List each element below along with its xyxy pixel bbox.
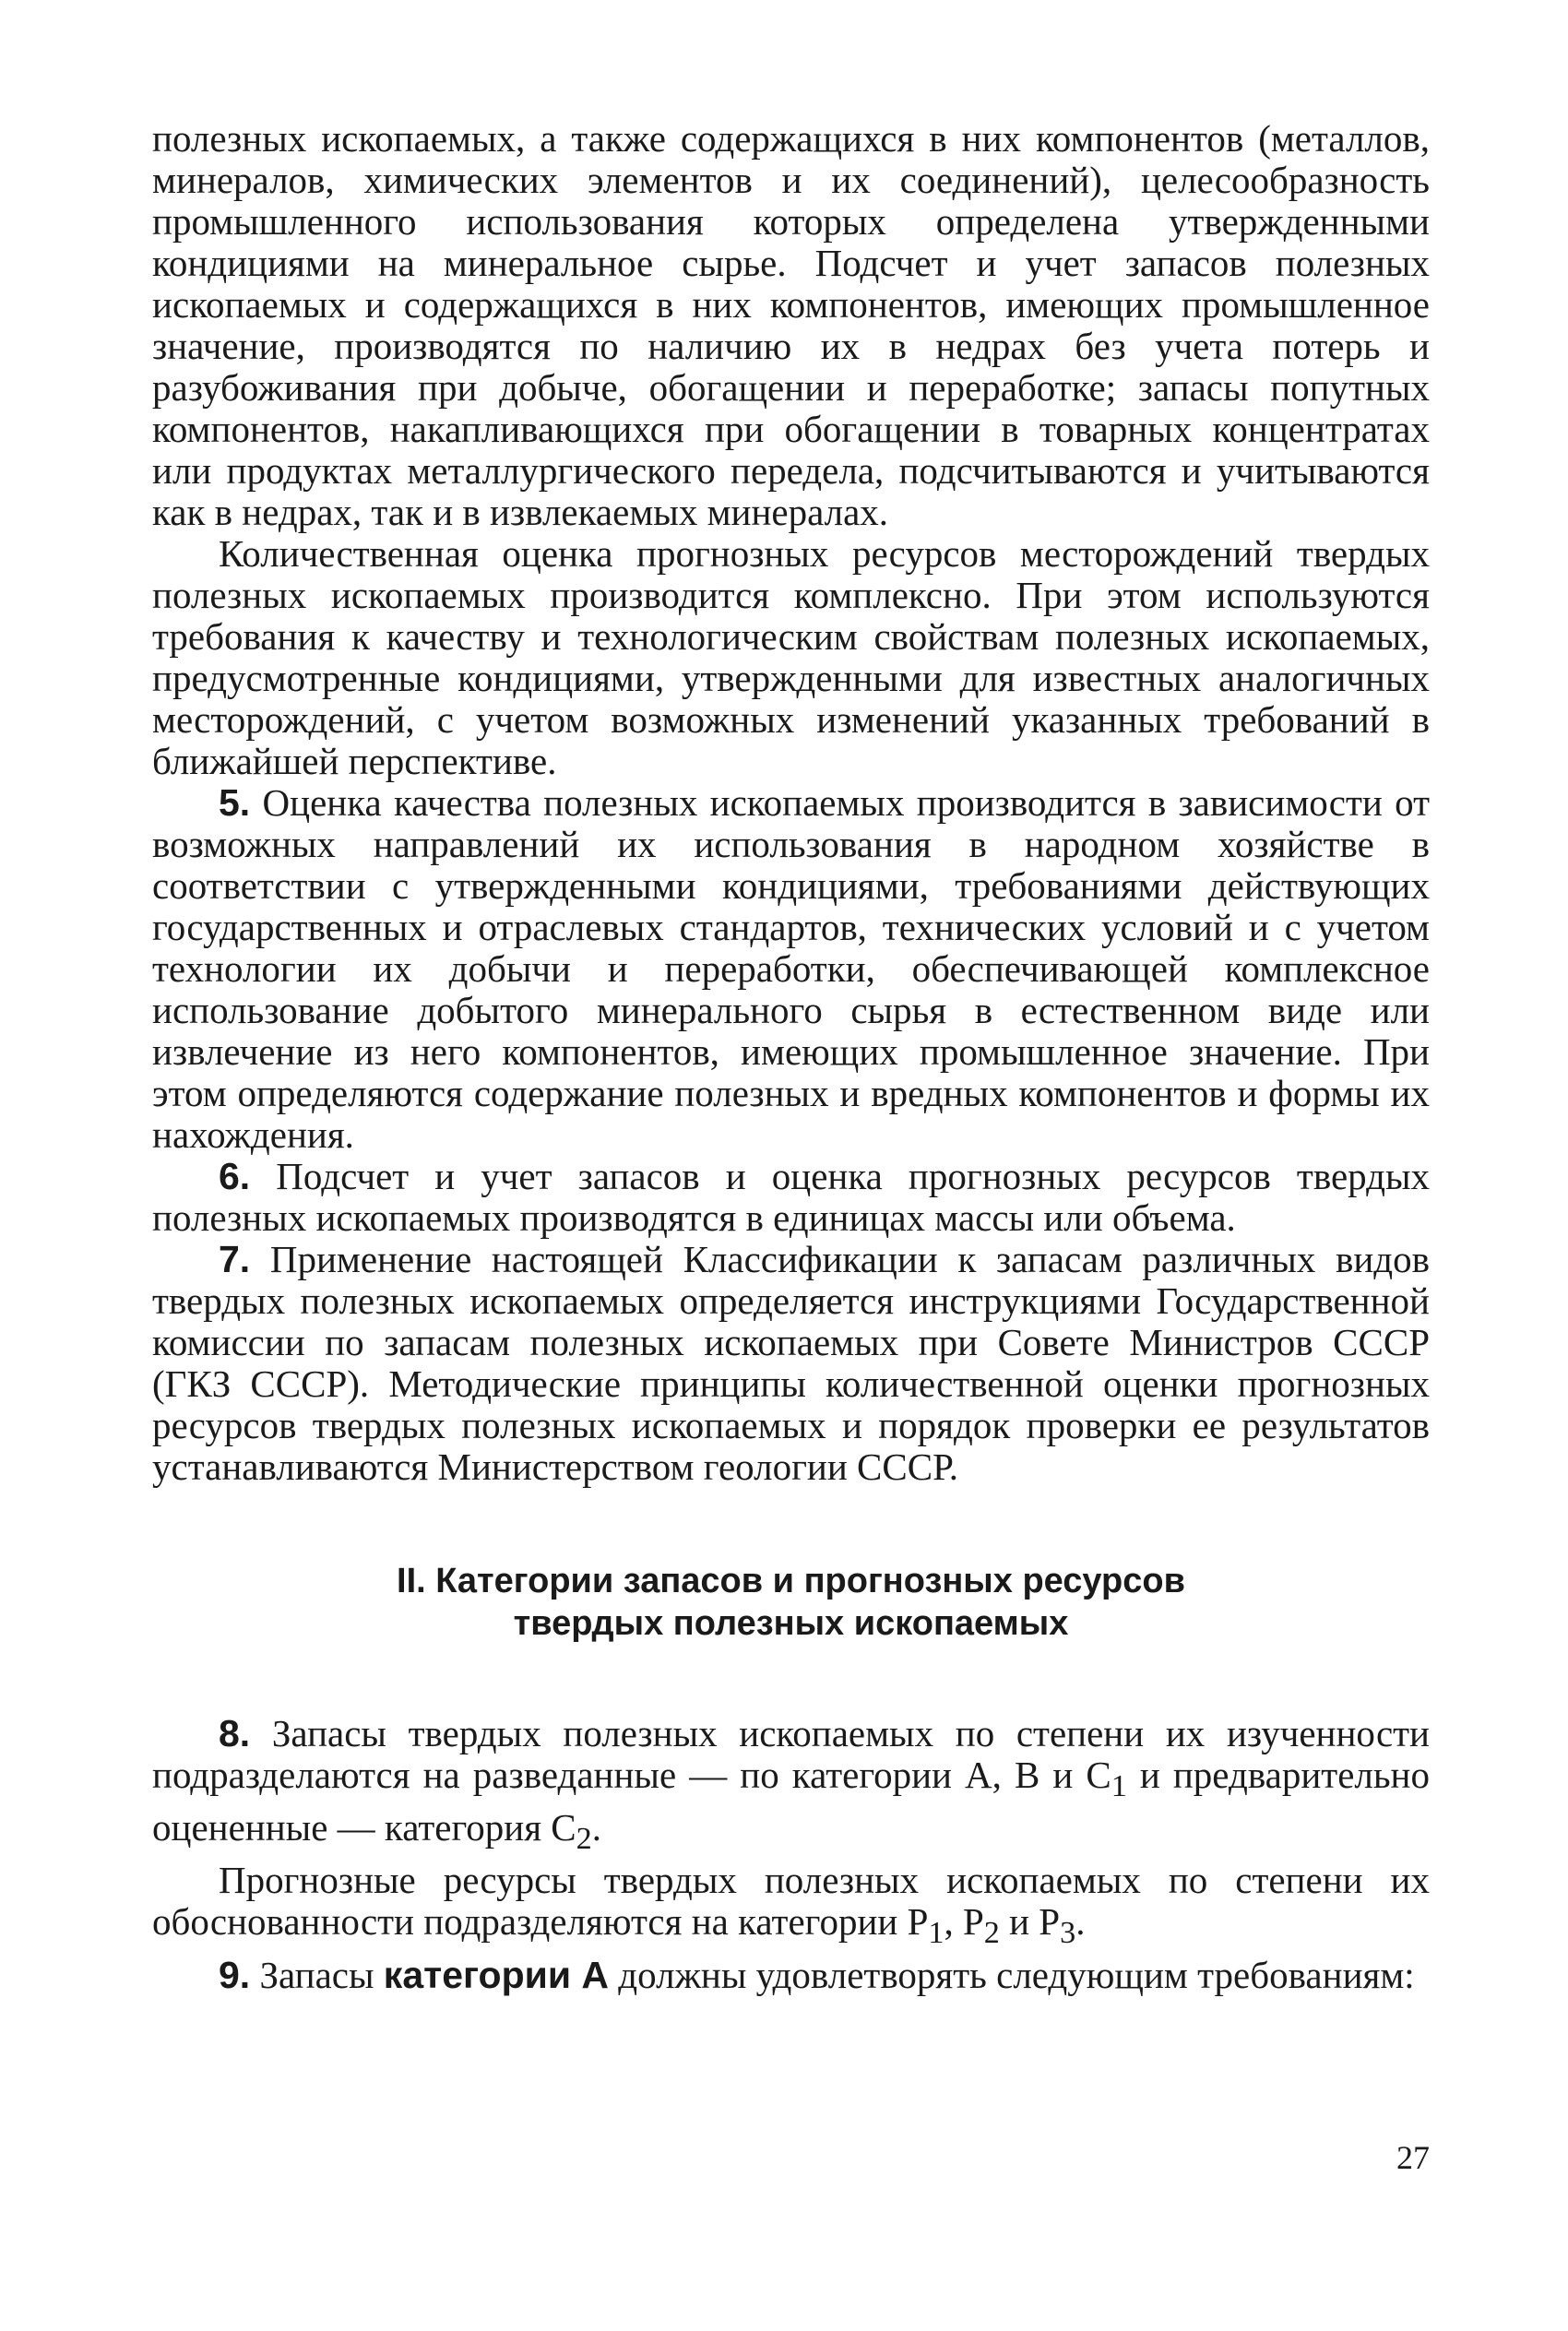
page-body: [152, 118, 1430, 1996]
paragraph-number: 9.: [219, 1953, 251, 1996]
paragraph-text: .: [1075, 1900, 1086, 1944]
subscript: 1: [1111, 1769, 1127, 1804]
paragraph-number: 6.: [219, 1155, 251, 1197]
paragraph-7: [152, 1239, 1430, 1488]
category-term: категории А: [383, 1953, 610, 1996]
subscript: 3: [1060, 1916, 1076, 1951]
paragraph-9: [152, 1955, 1430, 1996]
paragraph-text: и Р: [999, 1900, 1061, 1944]
paragraph-8: [152, 1713, 1430, 1860]
page-number: 27: [1396, 2139, 1430, 2176]
paragraph-text: Прогнозные ресурсы твердых полезных ископаемых по степени их обоснованности подразделяются на категории Р: [152, 1859, 1430, 1944]
paragraph-number: 5.: [219, 781, 251, 824]
paragraph-text: Применение настоящей Классификации к запасам различных видов твердых полезных ископаемых определяется инструкциями Государственной комиссии по запасам полезных ископаемых при Совете Министров СССР (ГКЗ СССР). Методические принципы количественной оценки прогнозных ресурсов твердых полезных ископаемых и порядок проверки ее результатов устанавливаются Министерством геологии СССР.: [152, 1238, 1431, 1488]
paragraph-text: и предварительно оцененные — категория С: [152, 1754, 1430, 1849]
paragraph-6: [152, 1156, 1430, 1239]
subscript: 2: [576, 1822, 592, 1857]
paragraph-text: , Р: [944, 1900, 984, 1944]
paragraph-text: .: [591, 1806, 601, 1849]
paragraph-text: должны удовлетворять следующим требованиям:: [609, 1953, 1415, 1996]
subscript: 1: [928, 1916, 944, 1951]
section-heading-line-2: твердых полезных ископаемых: [513, 1604, 1069, 1643]
paragraph-text: Запасы твердых полезных ископаемых по степени их изученности подразделаются на разведанные — по категории А, В и С: [152, 1712, 1430, 1796]
paragraph-continuation: полезных ископаемых, а также содержащихся в них компонентов (металлов, минералов, химических элементов и их соединений), целесообразность промышленного использования которых определена утвержденными кондициями на минеральное сырье. Подсчет и учет запасов полезных ископаемых и содержащихся в них компонентов, имеющих промышленное значение, производятся по наличию их в недрах без учета потерь и разубоживания при добыче, обогащении и переработке; запасы попутных компонентов, накапливающихся при обогащении в товарных концентратах или продуктах металлургического передела, подсчитываются и учитываются как в недрах, так и в извлекаемых минералах.: [152, 117, 1430, 533]
section-heading: [152, 1560, 1430, 1645]
subscript: 2: [983, 1916, 1000, 1951]
paragraph-text: Оценка качества полезных ископаемых производится в зависимости от возможных направлений их использования в народном хозяйстве в соответствии с утвержденными кондициями, требованиями действующих государственных и отраслевых стандартов, технических условий и с учетом технологии их добычи и переработки, обеспечивающей комплексное использование добытого минерального сырья в естественном виде или извлечение из него компонентов, имеющих промышленное значение. При этом определяются содержание полезных и вредных компонентов и формы их нахождения.: [152, 781, 1431, 1156]
paragraph-resources-assessment: Количественная оценка прогнозных ресурсов месторождений твердых полезных ископаемых производится комплексно. При этом используются требования к качеству и технологическим свойствам полезных ископаемых, предусмотренные кондициями, утвержденными для известных аналогичных месторождений, с учетом возможных изменений указанных требований в ближайшей перспективе.: [152, 532, 1430, 782]
paragraph-text: Подсчет и учет запасов и оценка прогнозных ресурсов твердых полезных ископаемых производятся в единицах массы или объема.: [152, 1155, 1431, 1239]
section-heading-line-1: II. Категории запасов и прогнозных ресурсов: [397, 1562, 1185, 1600]
paragraph-5: [152, 782, 1430, 1156]
paragraph-number: 8.: [219, 1712, 251, 1754]
paragraph-number: 7.: [219, 1238, 251, 1280]
paragraph-text: Запасы: [259, 1953, 384, 1996]
paragraph-forecast-resources: [152, 1860, 1430, 1954]
